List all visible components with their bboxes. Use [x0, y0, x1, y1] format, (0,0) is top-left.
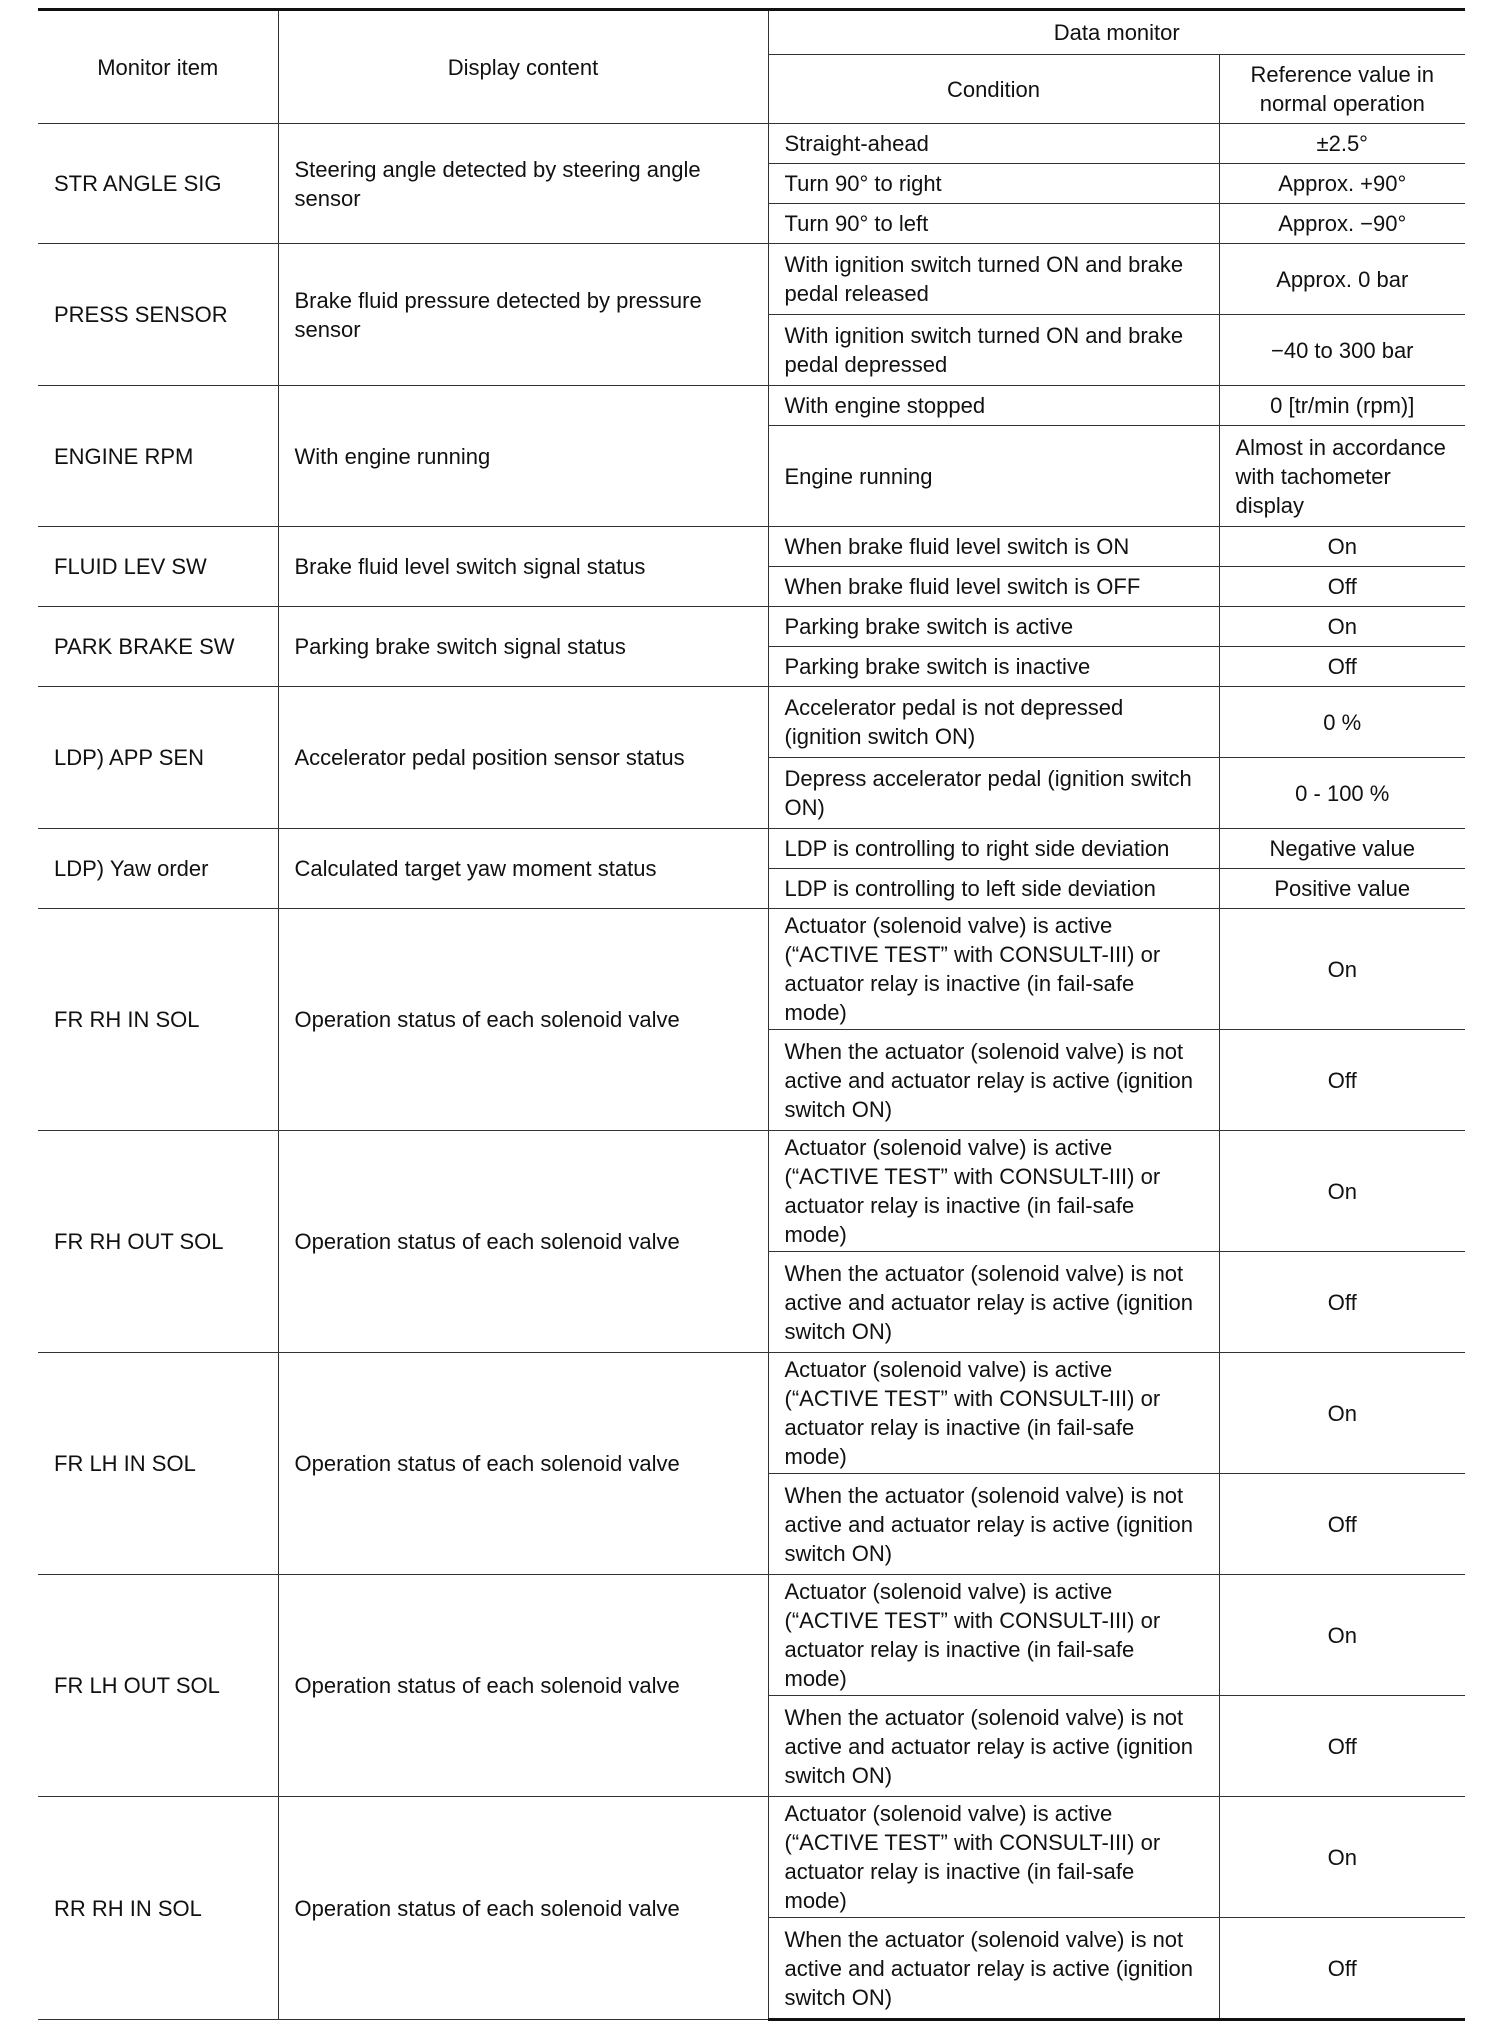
- condition: Actuator (solenoid valve) is active (“ACTIVE TEST” with CONSULT-III) or actuator relay is inactive (in fail-safe mode): [768, 1797, 1219, 1918]
- condition: Accelerator pedal is not depressed (ignition switch ON): [768, 687, 1219, 758]
- reference-value: On: [1219, 1797, 1465, 1918]
- condition: Turn 90° to right: [768, 164, 1219, 204]
- header-reference-value: Reference value in normal operation: [1219, 55, 1465, 124]
- reference-value: Approx. 0 bar: [1219, 244, 1465, 315]
- monitor-item: FR LH OUT SOL: [38, 1575, 278, 1797]
- condition: Parking brake switch is inactive: [768, 647, 1219, 687]
- condition: Depress accelerator pedal (ignition switch ON): [768, 758, 1219, 829]
- reference-value: On: [1219, 607, 1465, 647]
- reference-value: 0 - 100 %: [1219, 758, 1465, 829]
- condition: Parking brake switch is active: [768, 607, 1219, 647]
- condition: Actuator (solenoid valve) is active (“ACTIVE TEST” with CONSULT-III) or actuator relay is inactive (in fail-safe mode): [768, 1575, 1219, 1696]
- monitor-item: STR ANGLE SIG: [38, 124, 278, 244]
- display-content: Parking brake switch signal status: [278, 607, 768, 687]
- monitor-item: FR RH OUT SOL: [38, 1131, 278, 1353]
- display-content: Operation status of each solenoid valve: [278, 1353, 768, 1575]
- reference-value: −40 to 300 bar: [1219, 315, 1465, 386]
- monitor-item: LDP) Yaw order: [38, 829, 278, 909]
- display-content: Operation status of each solenoid valve: [278, 909, 768, 1131]
- condition: When the actuator (solenoid valve) is not active and actuator relay is active (ignition switch ON): [768, 1696, 1219, 1797]
- condition: Actuator (solenoid valve) is active (“ACTIVE TEST” with CONSULT-III) or actuator relay is inactive (in fail-safe mode): [768, 909, 1219, 1030]
- monitor-item: PARK BRAKE SW: [38, 607, 278, 687]
- reference-value: On: [1219, 1575, 1465, 1696]
- condition: Turn 90° to left: [768, 204, 1219, 244]
- condition: When the actuator (solenoid valve) is not active and actuator relay is active (ignition switch ON): [768, 1252, 1219, 1353]
- condition: When the actuator (solenoid valve) is not active and actuator relay is active (ignition switch ON): [768, 1474, 1219, 1575]
- reference-value: Off: [1219, 1918, 1465, 2020]
- monitor-item: PRESS SENSOR: [38, 244, 278, 386]
- condition: With engine stopped: [768, 386, 1219, 426]
- monitor-item: LDP) APP SEN: [38, 687, 278, 829]
- reference-value: 0 [tr/min (rpm)]: [1219, 386, 1465, 426]
- monitor-item: FR RH IN SOL: [38, 909, 278, 1131]
- monitor-item: RR RH IN SOL: [38, 1797, 278, 2020]
- reference-value: Almost in accordance with tachometer display: [1219, 426, 1465, 527]
- display-content: Operation status of each solenoid valve: [278, 1575, 768, 1797]
- reference-value: Approx. −90°: [1219, 204, 1465, 244]
- condition: With ignition switch turned ON and brake pedal released: [768, 244, 1219, 315]
- display-content: Operation status of each solenoid valve: [278, 1797, 768, 2020]
- monitor-item: ENGINE RPM: [38, 386, 278, 527]
- display-content: Operation status of each solenoid valve: [278, 1131, 768, 1353]
- condition: LDP is controlling to right side deviation: [768, 829, 1219, 869]
- header-condition: Condition: [768, 55, 1219, 124]
- display-content: Brake fluid level switch signal status: [278, 527, 768, 607]
- condition: Straight-ahead: [768, 124, 1219, 164]
- display-content: Accelerator pedal position sensor status: [278, 687, 768, 829]
- reference-value: Off: [1219, 1030, 1465, 1131]
- reference-value: On: [1219, 1353, 1465, 1474]
- data-monitor-table: [38, 8, 1465, 2021]
- condition: With ignition switch turned ON and brake pedal depressed: [768, 315, 1219, 386]
- reference-value: Negative value: [1219, 829, 1465, 869]
- header-display-content: Display content: [278, 10, 768, 124]
- condition: Actuator (solenoid valve) is active (“ACTIVE TEST” with CONSULT-III) or actuator relay is inactive (in fail-safe mode): [768, 1131, 1219, 1252]
- reference-value: On: [1219, 527, 1465, 567]
- condition: Engine running: [768, 426, 1219, 527]
- reference-value: 0 %: [1219, 687, 1465, 758]
- reference-value: Off: [1219, 1474, 1465, 1575]
- condition: When brake fluid level switch is ON: [768, 527, 1219, 567]
- reference-value: ±2.5°: [1219, 124, 1465, 164]
- reference-value: Off: [1219, 1252, 1465, 1353]
- reference-value: Off: [1219, 1696, 1465, 1797]
- header-monitor-item: Monitor item: [38, 10, 278, 124]
- reference-value: On: [1219, 909, 1465, 1030]
- reference-value: Off: [1219, 647, 1465, 687]
- condition: When brake fluid level switch is OFF: [768, 567, 1219, 607]
- monitor-item: FLUID LEV SW: [38, 527, 278, 607]
- reference-value: Positive value: [1219, 869, 1465, 909]
- display-content: Steering angle detected by steering angle sensor: [278, 124, 768, 244]
- display-content: With engine running: [278, 386, 768, 527]
- monitor-item: FR LH IN SOL: [38, 1353, 278, 1575]
- condition: Actuator (solenoid valve) is active (“ACTIVE TEST” with CONSULT-III) or actuator relay is inactive (in fail-safe mode): [768, 1353, 1219, 1474]
- reference-value: On: [1219, 1131, 1465, 1252]
- display-content: Brake fluid pressure detected by pressure sensor: [278, 244, 768, 386]
- reference-value: Approx. +90°: [1219, 164, 1465, 204]
- condition: LDP is controlling to left side deviation: [768, 869, 1219, 909]
- condition: When the actuator (solenoid valve) is not active and actuator relay is active (ignition switch ON): [768, 1918, 1219, 2020]
- reference-value: Off: [1219, 567, 1465, 607]
- header-data-monitor: Data monitor: [768, 10, 1465, 55]
- display-content: Calculated target yaw moment status: [278, 829, 768, 909]
- condition: When the actuator (solenoid valve) is not active and actuator relay is active (ignition switch ON): [768, 1030, 1219, 1131]
